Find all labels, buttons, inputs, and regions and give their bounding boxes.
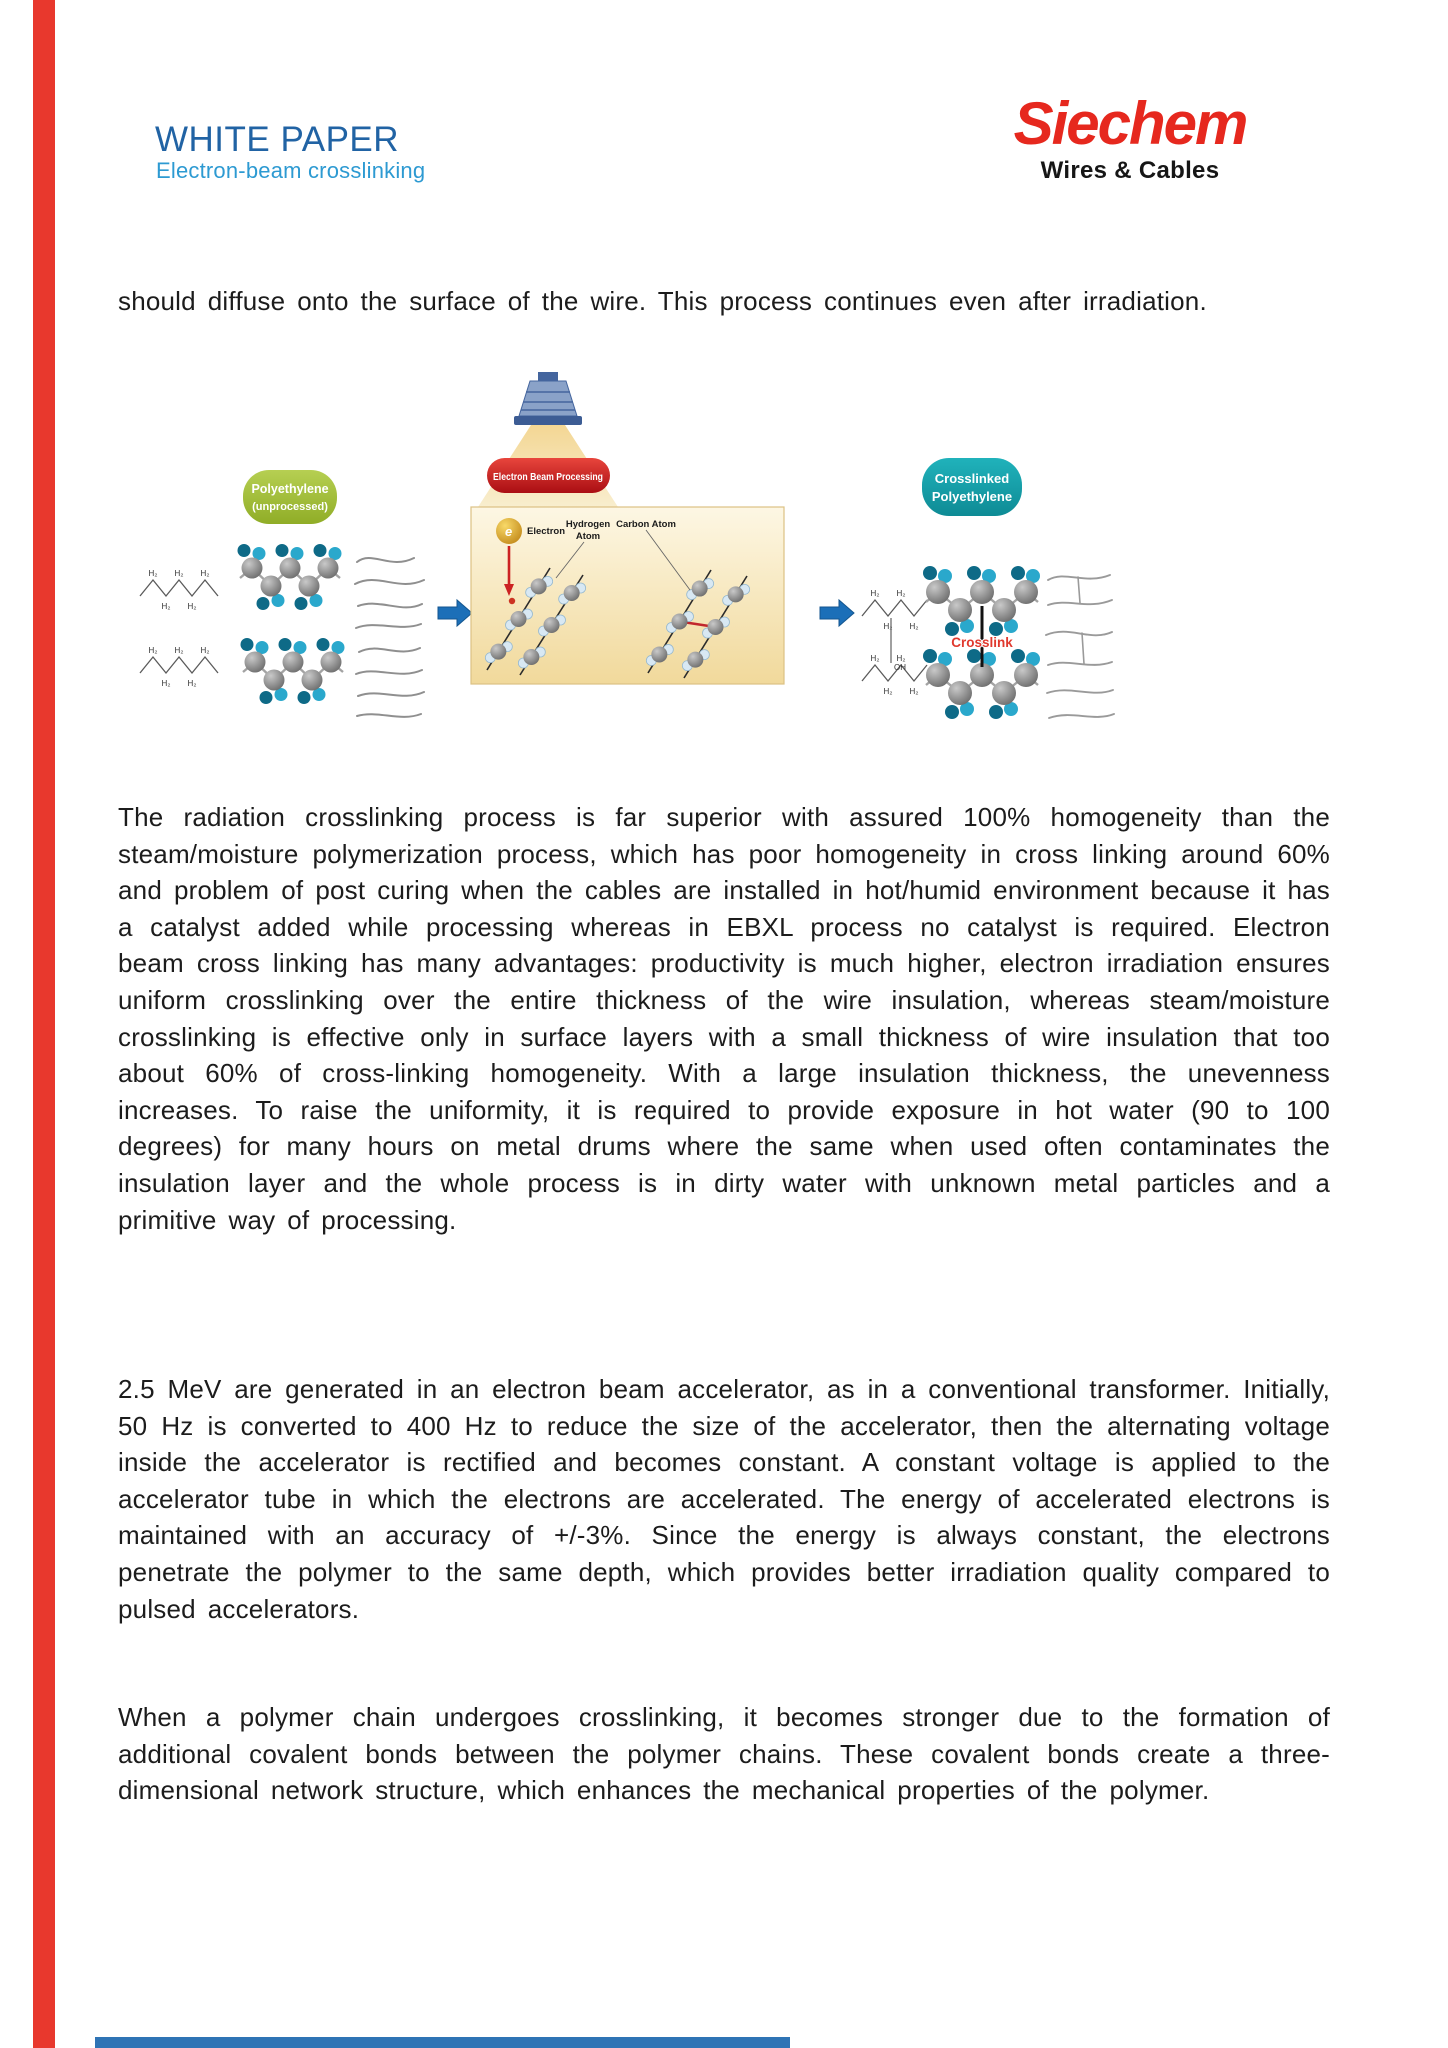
logo-tagline: Wires & Cables xyxy=(1040,157,1220,184)
unprocessed-skeletal-chains xyxy=(140,569,218,688)
hydrogen-atom-label-line2: Atom xyxy=(575,531,601,542)
electron-icon-letter: e xyxy=(505,524,513,539)
crosslinked-pill-line2: Polyethylene xyxy=(931,489,1013,504)
footer-accent-bar xyxy=(95,2037,790,2048)
page-title: WHITE PAPER xyxy=(155,120,400,159)
logo-wordmark: Siechem xyxy=(1013,90,1247,157)
svg-text:H₂: H₂ xyxy=(896,589,906,598)
left-accent-bar xyxy=(33,0,55,2048)
svg-text:H₂: H₂ xyxy=(174,646,184,655)
svg-text:H₂: H₂ xyxy=(187,679,197,688)
paragraph-radiation-vs-steam: The radiation crosslinking process is far superior with assured 100% homogeneity than the steam/moisture polymerization process, which has poor homogeneity in cross linking around 60% and problem of post curing when the cables are installed in hot/humid environment because it has a catalyst added while processing whereas in EBXL process no catalyst is required. Electron beam cross linking has many advantages: productivity is much higher, electron irradiation ensures uniform crosslinking over the entire thickness of the wire insulation, whereas steam/moisture crosslinking is effective only in surface layers with a small thickness of wire insulation that too about 60% of cross-linking homogeneity. With a large insulation thickness, the unevenness increases. To raise the uniformity, it is required to provide exposure in hot water (90 to 100 degrees) for many hours on metal drums where the same when used often contaminates the insulation layer and the whole process is in dirty water with unknown metal particles and a primitive way of processing. xyxy=(118,802,1330,1235)
crosslinked-pill-line1: Crosslinked xyxy=(934,471,1010,486)
crosslinking-process-figure xyxy=(0,370,1448,770)
crosslink-label: Crosslink xyxy=(951,635,1013,650)
svg-text:H₂: H₂ xyxy=(161,602,171,611)
polyethylene-pill-line1: Polyethylene xyxy=(251,482,329,496)
svg-text:H₂: H₂ xyxy=(896,654,906,663)
svg-text:H₂: H₂ xyxy=(883,687,893,696)
linked-skeletal-pair xyxy=(862,589,927,696)
accelerator-icon xyxy=(514,372,582,425)
polyethylene-label-pill xyxy=(243,470,337,524)
svg-text:H₂: H₂ xyxy=(161,679,171,688)
svg-text:OH: OH xyxy=(894,663,906,672)
company-logo xyxy=(1000,90,1260,185)
polymer-strands xyxy=(355,558,424,717)
paragraph-covalent-bonds: When a polymer chain undergoes crosslinking, it becomes stronger due to the formation of additional covalent bonds between the polymer chains. These covalent bonds create a three-dimensional network structure, which enhances the mechanical properties of the polymer. xyxy=(118,1702,1330,1806)
svg-text:H₂: H₂ xyxy=(909,687,919,696)
carbon-atom-label: Carbon Atom xyxy=(616,519,676,530)
svg-text:H₂: H₂ xyxy=(148,569,158,578)
crosslinked-network-strands xyxy=(1046,575,1114,718)
svg-text:H₂: H₂ xyxy=(883,622,893,631)
svg-text:H₂: H₂ xyxy=(870,654,880,663)
electron-label: Electron xyxy=(527,526,566,537)
polyethylene-molecules xyxy=(238,544,345,704)
paragraph-intro: should diffuse onto the surface of the wire. This process continues even after irradiation. xyxy=(118,286,1207,316)
polyethylene-pill-line2: (unprocessed) xyxy=(252,501,328,513)
beam-banner-label: Electron Beam Processing xyxy=(493,471,603,483)
svg-text:H₂: H₂ xyxy=(200,569,210,578)
hydrogen-atom-label-line1: Hydrogen xyxy=(565,519,611,530)
crosslinked-label-pill xyxy=(922,458,1022,516)
paragraph-accelerator: 2.5 MeV are generated in an electron beam accelerator, as in a conventional transformer. Initially, 50 Hz is converted to 400 Hz to reduce the size of the accelerator, then the alternating voltage inside the accelerator is rectified and becomes constant. A constant voltage is applied to the accelerator tube in which the electrons are accelerated. The energy of accelerated electrons is maintained with an accuracy of +/-3%. Since the energy is always constant, the electrons penetrate the polymer to the same depth, which provides better irradiation quality compared to pulsed accelerators. xyxy=(118,1374,1330,1624)
svg-text:H₂: H₂ xyxy=(870,589,880,598)
page-subtitle: Electron-beam crosslinking xyxy=(156,158,426,183)
svg-text:H₂: H₂ xyxy=(174,569,184,578)
svg-text:H₂: H₂ xyxy=(200,646,210,655)
svg-text:H₂: H₂ xyxy=(187,602,197,611)
svg-text:H₂: H₂ xyxy=(148,646,158,655)
svg-text:H₂: H₂ xyxy=(909,622,919,631)
